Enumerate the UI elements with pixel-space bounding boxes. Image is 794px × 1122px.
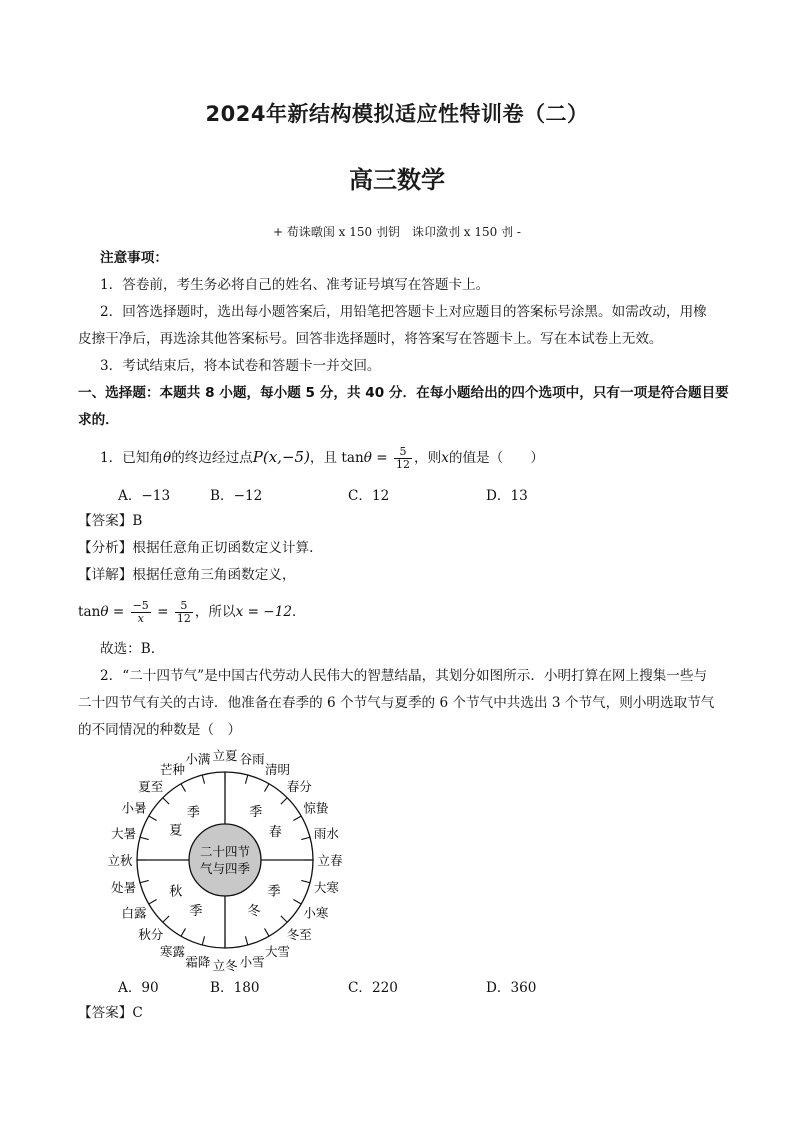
section-heading-cont: 求的．: [78, 412, 119, 428]
calc-result: x = −12: [235, 604, 292, 620]
score-time-line: + 荀诛暾闺 x 150 刌钥 诛卬潋刌 x 150 刌 -: [273, 225, 521, 239]
q1-calculation: tanθ = $\frac{-5}{x}$ = $\frac{5}{12}$ ，所以x = −12．: [78, 599, 306, 625]
season-char: 季: [249, 804, 263, 820]
q2-option-a[interactable]: A．90: [118, 980, 159, 996]
q1-detail: 【详解】根据任意角三角函数定义，: [78, 567, 296, 583]
question-2-line-3: 的不同情况的种数是（ ）: [78, 722, 242, 738]
solar-term-label: 立冬: [212, 958, 238, 973]
term-tick: [245, 775, 247, 784]
solar-term-label: 冬至: [286, 927, 312, 943]
q1-option-d[interactable]: D．13: [486, 488, 528, 504]
solar-term-label: 小暑: [121, 800, 147, 816]
q1-eq: =: [371, 450, 392, 466]
term-tick: [140, 880, 149, 882]
season-char: 春: [268, 825, 282, 840]
term-tick: [202, 775, 204, 784]
q2-option-b[interactable]: B．180: [210, 980, 260, 996]
solar-term-label: 惊蛰: [303, 800, 329, 816]
q1-frac-num: 5: [394, 446, 412, 459]
solar-term-label: 白露: [121, 905, 147, 921]
q1-and-tan: ，且 tan: [309, 450, 364, 466]
q1-choice: 故选：B.: [100, 641, 156, 657]
q2-option-d[interactable]: D．360: [486, 980, 537, 996]
term-tick: [265, 928, 270, 936]
solar-term-label: 秋分: [138, 927, 164, 943]
q1-option-a[interactable]: A．−13: [118, 488, 171, 504]
center-label-line-1: 二十四节: [199, 844, 251, 859]
season-char: 秋: [169, 884, 183, 900]
q1-fraction: [394, 446, 412, 471]
q1-mid: 的终边经过点: [171, 450, 253, 466]
q1-theta-2: θ: [363, 450, 372, 466]
solar-term-label: 夏至: [138, 778, 164, 794]
term-tick: [301, 880, 310, 882]
term-tick: [149, 900, 157, 905]
solar-term-label: 大雪: [264, 943, 291, 959]
term-tick: [293, 900, 301, 905]
section-heading: 一、选择题：本题共 8 小题，每小题 5 分，共 40 分．在每小题给出的四个选项中，只有一项是符合题目要: [78, 385, 729, 401]
solar-term-label: 雨水: [313, 825, 339, 841]
q2-answer: 【答案】C: [78, 1005, 143, 1021]
calc-end: ．: [292, 604, 306, 620]
note-item-2: 2．回答选择题时，选出每小题答案后，用铅笔把答题卡上对应题目的答案标号涂黑。如需改动，用橡: [100, 304, 707, 320]
solar-term-label: 处暑: [111, 880, 137, 896]
q1-analysis: 【分析】根据任意角正切函数定义计算.: [78, 540, 314, 556]
term-tick: [281, 798, 287, 804]
solar-terms-diagram: [95, 740, 365, 975]
q1-frac-den: 12: [396, 458, 410, 471]
calc-num-2: 5: [175, 600, 193, 613]
q1-x: x: [441, 450, 449, 466]
solar-term-label: 大寒: [313, 880, 339, 896]
question-1-stem: [100, 446, 750, 471]
solar-term-label: 小雪: [239, 954, 265, 970]
q1-option-c[interactable]: C．12: [348, 488, 390, 504]
solar-term-label: 大暑: [111, 825, 137, 841]
solar-term-label: 霜降: [185, 954, 211, 970]
term-tick: [202, 936, 204, 945]
center-label-line-2: 气与四季: [199, 861, 251, 876]
q2-option-c[interactable]: C．220: [348, 980, 398, 996]
season-char: 季: [186, 805, 200, 821]
notes-heading: 注意事项：: [100, 250, 168, 266]
center-disc: [189, 824, 261, 896]
term-tick: [265, 784, 270, 792]
q1-answer: 【答案】B: [78, 513, 143, 529]
solar-term-label: 立夏: [212, 748, 238, 763]
question-2-line-1: 2．“二十四节气”是中国古代劳动人民伟大的智慧结晶，其划分如图所示．小明打算在网上搜集一些与: [100, 668, 708, 684]
solar-term-label: 芒种: [159, 762, 186, 778]
term-tick: [281, 916, 287, 922]
solar-term-label: 小满: [185, 751, 211, 767]
term-tick: [245, 936, 247, 945]
solar-term-label: 立秋: [107, 853, 133, 868]
note-item-2-cont: 皮擦干净后，再选涂其他答案标号。回答非选择题时，将答案写在答题卡上。写在本试卷上无效。: [78, 331, 663, 347]
term-tick: [163, 798, 169, 804]
solar-term-label: 寒露: [159, 943, 186, 959]
solar-term-label: 清明: [264, 762, 291, 778]
q1-prefix: 1．已知角: [100, 450, 164, 466]
calc-fraction-1: [131, 600, 151, 625]
season-char: 季: [267, 884, 281, 900]
term-tick: [293, 816, 301, 821]
question-2-line-2: 二十四节气有关的古诗．他准备在春季的 6 个节气与夏季的 6 个节气中共选出 3 个节气，则小明选取节气: [78, 695, 715, 711]
exam-title: 2024年新结构模拟适应性特训卷（二）: [205, 102, 589, 126]
q1-theta: θ: [163, 450, 172, 466]
calc-tan: tan: [78, 604, 101, 620]
q1-suffix: ，则: [414, 450, 442, 466]
note-item-3: 3．考试结束后，将本试卷和答题卡一并交回。: [100, 358, 381, 374]
q1-option-b[interactable]: B．−12: [210, 488, 263, 504]
calc-den-2: 12: [176, 612, 191, 625]
subject-title: 高三数学: [349, 166, 445, 194]
season-char: 季: [189, 904, 203, 920]
solar-term-label: 春分: [286, 778, 312, 794]
calc-tail: ，所以: [194, 604, 236, 620]
season-char: 冬: [247, 904, 261, 920]
term-tick: [181, 784, 186, 792]
term-tick: [149, 816, 157, 821]
season-char: 夏: [169, 823, 183, 839]
term-tick: [301, 837, 310, 839]
q1-point: P(x,−5): [252, 448, 310, 466]
solar-term-label: 小寒: [303, 905, 329, 921]
term-tick: [181, 928, 186, 936]
solar-term-label: 谷雨: [239, 751, 265, 767]
term-tick: [140, 837, 149, 839]
calc-num-1: −5: [132, 599, 149, 612]
calc-fraction-2: [175, 600, 193, 625]
solar-term-label: 立春: [317, 853, 343, 868]
note-item-1: 1．答卷前，考生务必将自己的姓名、准考证号填写在答题卡上。: [100, 277, 490, 293]
q1-tail: 的值是（ ）: [448, 450, 545, 466]
term-tick: [163, 916, 169, 922]
calc-theta: θ: [100, 604, 109, 620]
calc-den-1: x: [137, 612, 144, 625]
